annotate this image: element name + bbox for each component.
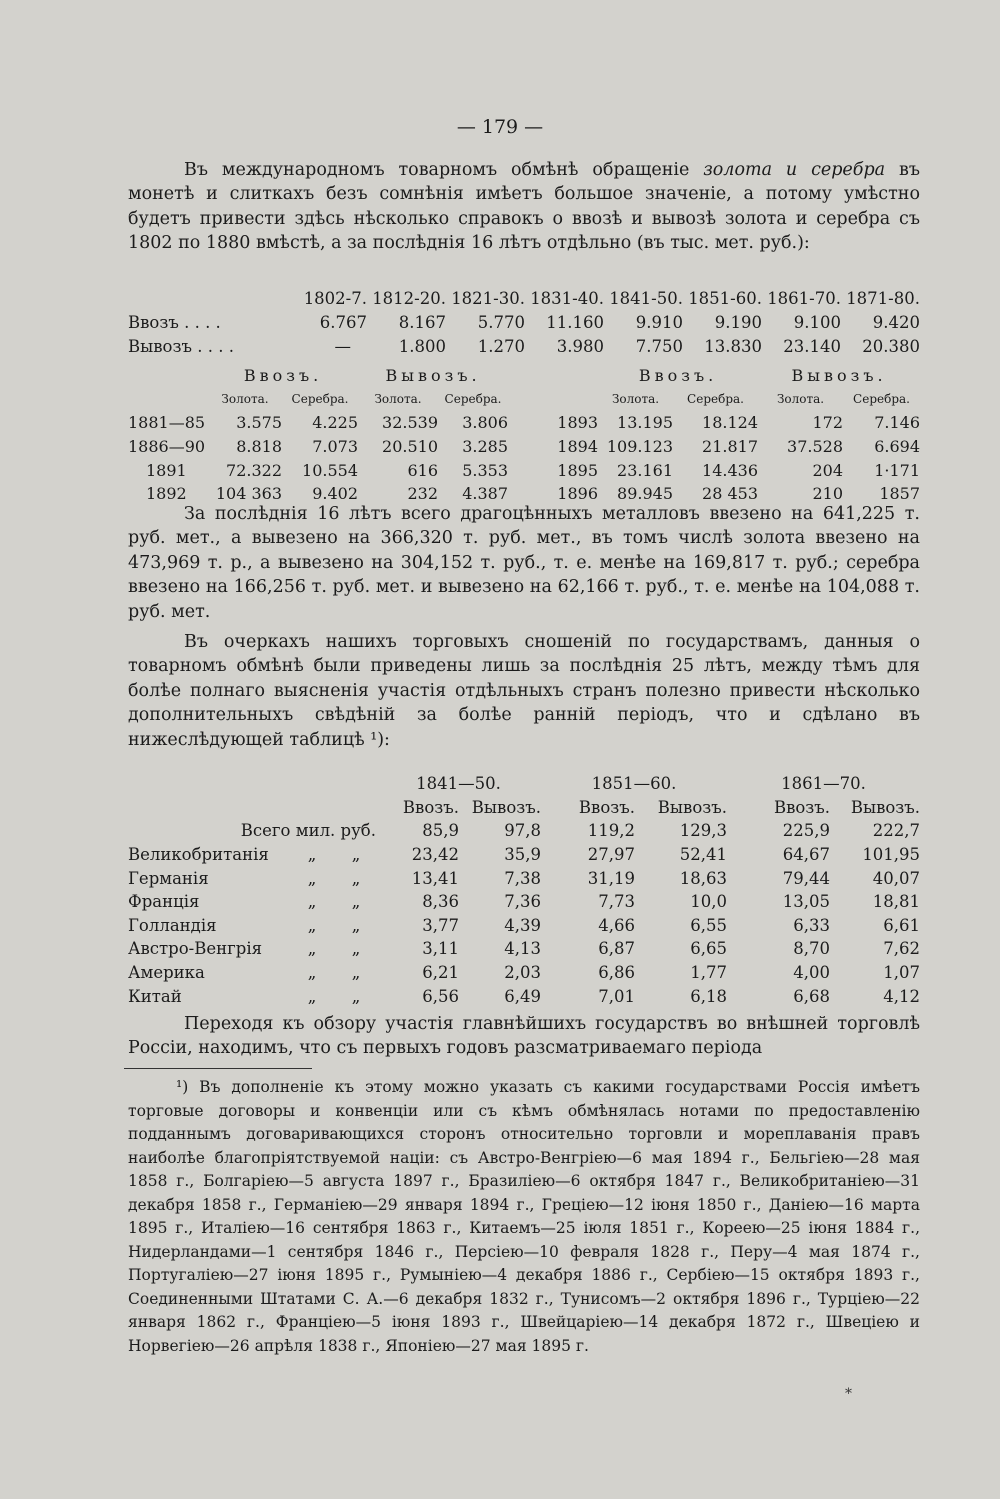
value-cell: 23.161 (617, 460, 674, 480)
yearly-metals-table (128, 364, 920, 506)
value-cell: 3.980 (556, 336, 604, 356)
value-cell: 13.830 (704, 336, 762, 356)
value-cell: 4,13 (504, 939, 542, 959)
value-cell: 18,63 (679, 868, 728, 888)
table-row (128, 890, 920, 914)
value-cell: 4.387 (462, 484, 509, 504)
paragraph-text: Въ очеркахъ нашихъ торговыхъ сношеній по государствамъ, данныя о товарномъ обмѣнѣ были приведены лишь за послѣднія 25 лѣтъ, между тѣмъ для болѣе полнаго выясненія участія отдѣльныхъ странъ полезно привести нѣсколько дополнительныхъ свѣдѣній за болѣе ранній періодъ, что и сдѣлано въ нижеслѣдующей таблицѣ ¹): (128, 632, 920, 750)
ditto-mark: „ (307, 963, 317, 983)
period-cell: 1841-50. (609, 288, 683, 308)
import-header: Ввозъ. (578, 797, 636, 817)
paragraph-text: Переходя къ обзору участія главнѣйшихъ государствъ во внѣшней торговлѣ Россіи, находимъ, что съ первыхъ годовъ разсматриваемаго періода (128, 1014, 920, 1059)
value-cell: 1857 (879, 484, 921, 504)
value-cell: 28 453 (702, 484, 759, 504)
value-cell: 14.436 (702, 460, 759, 480)
value-cell: 6,33 (793, 915, 831, 935)
footnote-text: ¹) Въ дополненіе къ этому можно указать съ какими государствами Россія имѣетъ торговые договоры и конвенціи или съ кѣмъ обмѣнялась нотами по предоставленію подданнымъ договаривающихся сторонъ относительно торговли и мореплаванія правъ наиболѣе благопріятствуемой націи: съ Австро-Венгріею—6 мая 1894 г., Бельгіею—28 мая 1858 г., Болгаріею—5 августа 1897 г., Бразиліею—6 октября 1847 г., Великобританіею—31 декабря 1858 г., Германіею—29 января 1894 г., Греціею—12 іюня 1850 г., Даніею—16 марта 1895 г., Италіею—16 сентября 1863 г., Китаемъ—25 іюля 1851 г., Кореею—25 іюня 1884 г., Нидерландами—1 сентября 1846 г., Персіею—10 февраля 1828 г., Перу—4 мая 1874 г., Португаліею—27 іюня 1895 г., Румыніею—4 декабря 1886 г., Сербіею—15 октября 1893 г., Соединенными Штатами С. А.—6 декабря 1832 г., Тунисомъ—2 октября 1896 г., Турціею—22 января 1862 г., Франціею—5 іюня 1893 г., Швейцаріею—14 декабря 1872 г., Швеціею и Норвегіею—26 апрѣля 1838 г., Японіею—27 мая 1895 г. (128, 1078, 920, 1355)
period-header: 1851—60. (591, 774, 677, 794)
value-cell: 6.694 (874, 437, 921, 457)
period-cell: 1851-60. (688, 288, 762, 308)
decades-export-row (128, 334, 920, 358)
value-cell: 6,86 (598, 963, 636, 983)
value-cell: 3,11 (422, 939, 459, 959)
value-cell: 6,21 (422, 963, 459, 983)
footnote (128, 1076, 920, 1358)
period-label: 1891 (146, 460, 187, 480)
sub-silver: Серебра. (444, 392, 502, 407)
period-label: 1886—90 (128, 437, 206, 457)
value-cell: 4.225 (312, 413, 359, 433)
value-cell: 23.140 (783, 336, 841, 356)
value-cell: 6,68 (793, 986, 831, 1006)
table-row (128, 866, 920, 890)
intro-emphasis: золота и серебра (703, 160, 886, 180)
table-row (128, 914, 920, 938)
total-row (128, 819, 920, 843)
intro-text-before: Въ международномъ товарномъ обмѣнѣ обращеніе (184, 160, 704, 180)
value-cell: 52,41 (679, 845, 728, 865)
value-cell: 9.910 (635, 312, 683, 332)
export-header: Вывозъ. (471, 797, 542, 817)
country-name: Голландія (128, 915, 217, 935)
value-cell: 101,95 (862, 845, 921, 865)
value-cell: 35,9 (504, 845, 542, 865)
metals-summary-paragraph (128, 502, 920, 624)
value-cell: 18.124 (702, 413, 759, 433)
value-cell: 7,62 (883, 939, 921, 959)
value-cell: 7,36 (504, 892, 542, 912)
value-cell: 7.750 (635, 336, 683, 356)
value-cell: 222,7 (872, 821, 921, 841)
value-cell: 32.539 (382, 413, 439, 433)
country-name: Австро-Венгрія (128, 939, 263, 959)
period-cell: 1821-30. (451, 288, 525, 308)
value-cell: 119,2 (587, 821, 636, 841)
ditto-mark: „ (351, 868, 361, 888)
period-label: 1894 (557, 437, 599, 457)
footnote-rule (124, 1068, 312, 1069)
ditto-mark: „ (307, 845, 317, 865)
sub-gold: Золота. (221, 392, 269, 407)
period-header-row (128, 772, 920, 796)
ditto-mark: „ (351, 939, 361, 959)
value-cell: 1,77 (690, 963, 728, 983)
sub-gold: Золота. (776, 392, 825, 407)
sub-silver: Серебра. (687, 392, 744, 407)
value-cell: 64,67 (782, 845, 831, 865)
value-cell: 9.420 (872, 312, 920, 332)
value-cell: 1,07 (883, 963, 921, 983)
country-name: Китай (128, 986, 182, 1006)
decades-import-row (128, 310, 920, 334)
total-label: Всего мил. руб. (240, 821, 376, 841)
value-cell: 23,42 (411, 845, 459, 865)
value-cell: 6.767 (319, 312, 367, 332)
country-name: Франція (128, 892, 200, 912)
value-cell: 89.945 (617, 484, 674, 504)
period-label: 1892 (146, 484, 187, 504)
ditto-mark: „ (307, 892, 317, 912)
value-cell: 7,01 (598, 986, 636, 1006)
value-cell: 8.818 (236, 437, 282, 457)
value-cell: 3.806 (462, 413, 509, 433)
period-cell: 1861-70. (767, 288, 841, 308)
period-cell: 1831-40. (530, 288, 604, 308)
table-row (128, 458, 920, 482)
value-cell: 4,66 (598, 915, 636, 935)
value-cell: 85,9 (422, 821, 459, 841)
value-cell: 8,70 (793, 939, 831, 959)
sub-gold: Золота. (374, 392, 422, 407)
column-header-row (128, 796, 920, 820)
value-cell: 6,55 (690, 915, 728, 935)
ditto-mark: „ (351, 915, 361, 935)
value-cell: 4,39 (504, 915, 542, 935)
ditto-mark: „ (307, 939, 317, 959)
period-label: 1896 (557, 484, 599, 504)
import-header: Ввозъ. (402, 797, 459, 817)
page-number: — 179 — (456, 116, 544, 138)
value-cell: 6,65 (690, 939, 728, 959)
period-header: 1861—70. (781, 774, 866, 794)
value-cell: 11.160 (546, 312, 604, 332)
country-rows (128, 843, 920, 1008)
value-cell: 2,03 (504, 963, 542, 983)
intro-text-after: въ монетѣ и слиткахъ безъ сомнѣнія имѣетъ большое значеніе, а потому умѣстно будетъ привести здѣсь нѣсколько справокъ о ввозѣ и вывозѣ золота и серебра съ 1802 по 1880 вмѣстѣ, а за послѣднія 16 лѣтъ отдѣльно (въ тыс. мет. руб.): (128, 160, 920, 254)
group-import-label: Ввозъ. (243, 366, 323, 386)
value-cell: 9.190 (714, 312, 762, 332)
value-cell: 21.817 (702, 437, 759, 457)
row-label: Ввозъ . . . . (128, 312, 221, 332)
value-cell: 172 (812, 413, 844, 433)
table-row (128, 961, 920, 985)
period-cell: 1871-80. (846, 288, 920, 308)
period-header: 1841—50. (416, 774, 501, 794)
value-cell: 13,05 (782, 892, 831, 912)
value-cell: 6,49 (504, 986, 542, 1006)
ditto-mark: „ (351, 963, 361, 983)
ditto-mark: „ (351, 845, 361, 865)
value-cell: 20.380 (862, 336, 920, 356)
export-header: Вывозъ. (657, 797, 728, 817)
value-cell: 1·171 (874, 460, 921, 480)
value-cell: 7.146 (874, 413, 921, 433)
value-cell: 210 (812, 484, 844, 504)
value-cell: 4,00 (793, 963, 831, 983)
ditto-mark: „ (307, 986, 317, 1006)
period-cell: 1802-7. (303, 288, 367, 308)
value-cell: 5.353 (462, 460, 509, 480)
paragraph-text: За послѣднія 16 лѣтъ всего драгоцѣнныхъ металловъ ввезено на 641,225 т. руб. мет., а вывезено на 366,320 т. руб. мет., въ томъ числѣ золота ввезено на 473,969 т. р., а вывезено на 304,152 т. руб., т. е. менѣе на 169,817 т. руб.; серебра ввезено на 166,256 т. руб. мет. и вывезено на 62,166 т. руб., т. е. менѣе на 104,088 т. руб. мет. (128, 504, 920, 622)
value-cell: 232 (407, 484, 439, 504)
sub-silver: Серебра. (291, 392, 349, 407)
intro-paragraph (128, 158, 920, 256)
table-row (128, 984, 920, 1008)
table-row (128, 937, 920, 961)
decades-header-row (128, 286, 920, 310)
group-export-label: Вывозъ. (791, 366, 887, 386)
value-cell: 40,07 (872, 868, 921, 888)
value-cell: 79,44 (782, 868, 831, 888)
value-cell: 6,56 (422, 986, 459, 1006)
value-cell: 3.575 (236, 413, 282, 433)
value-cell: 7,38 (504, 868, 542, 888)
ditto-mark: „ (307, 915, 317, 935)
ditto-mark: „ (307, 868, 317, 888)
value-cell: 1.800 (398, 336, 446, 356)
value-cell: 10.554 (302, 460, 359, 480)
sub-gold: Золота. (611, 392, 660, 407)
period-label: 1881—85 (128, 413, 206, 433)
value-cell: 18,81 (872, 892, 921, 912)
value-cell: 616 (407, 460, 439, 480)
value-cell: 204 (812, 460, 844, 480)
value-cell: 13.195 (617, 413, 674, 433)
value-cell: 3.285 (462, 437, 509, 457)
value-cell: 9.402 (312, 484, 359, 504)
value-cell: 31,19 (587, 868, 636, 888)
value-cell: 37.528 (787, 437, 844, 457)
value-cell: 72.322 (226, 460, 282, 480)
import-header: Ввозъ. (773, 797, 831, 817)
table-row (128, 435, 920, 459)
ditto-mark: „ (351, 986, 361, 1006)
group-export-label: Вывозъ. (385, 366, 481, 386)
corner-mark: * (845, 1386, 852, 1402)
table-row (128, 843, 920, 867)
value-cell: 97,8 (504, 821, 542, 841)
period-label: 1893 (557, 413, 599, 433)
transition-paragraph (128, 1012, 920, 1061)
value-cell: 13,41 (411, 868, 459, 888)
value-cell: 7,73 (598, 892, 636, 912)
period-cell: 1812-20. (372, 288, 446, 308)
value-cell: 129,3 (679, 821, 728, 841)
value-cell: 6,61 (883, 915, 921, 935)
value-cell: 104 363 (215, 484, 282, 504)
sub-silver: Серебра. (853, 392, 910, 407)
ditto-mark: „ (351, 892, 361, 912)
value-cell: 10,0 (690, 892, 728, 912)
essays-paragraph (128, 630, 920, 752)
value-cell: 20.510 (382, 437, 439, 457)
group-header-row (128, 364, 920, 388)
value-cell: 8,36 (422, 892, 459, 912)
value-cell: 1.270 (477, 336, 525, 356)
value-cell: 8.167 (398, 312, 446, 332)
table-row (128, 411, 920, 435)
row-label: Вывозъ . . . . (128, 336, 234, 356)
value-cell: 3,77 (422, 915, 459, 935)
value-cell: 109.123 (606, 437, 674, 457)
country-name: Германія (128, 868, 209, 888)
value-cell: 4,12 (883, 986, 921, 1006)
decades-table (128, 286, 920, 358)
value-cell: 27,97 (587, 845, 636, 865)
countries-table (128, 772, 920, 1008)
value-cell: 6,18 (690, 986, 728, 1006)
export-header: Вывозъ. (850, 797, 921, 817)
value-cell: 5.770 (477, 312, 525, 332)
country-name: Америка (128, 963, 205, 983)
value-cell: — (334, 336, 351, 356)
country-name: Великобританія (128, 845, 269, 865)
period-label: 1895 (557, 460, 599, 480)
value-cell: 225,9 (782, 821, 831, 841)
group-import-label: Ввозъ. (638, 366, 718, 386)
value-cell: 9.100 (793, 312, 841, 332)
subheader-row (128, 388, 920, 412)
value-cell: 6,87 (598, 939, 636, 959)
value-cell: 7.073 (312, 437, 359, 457)
